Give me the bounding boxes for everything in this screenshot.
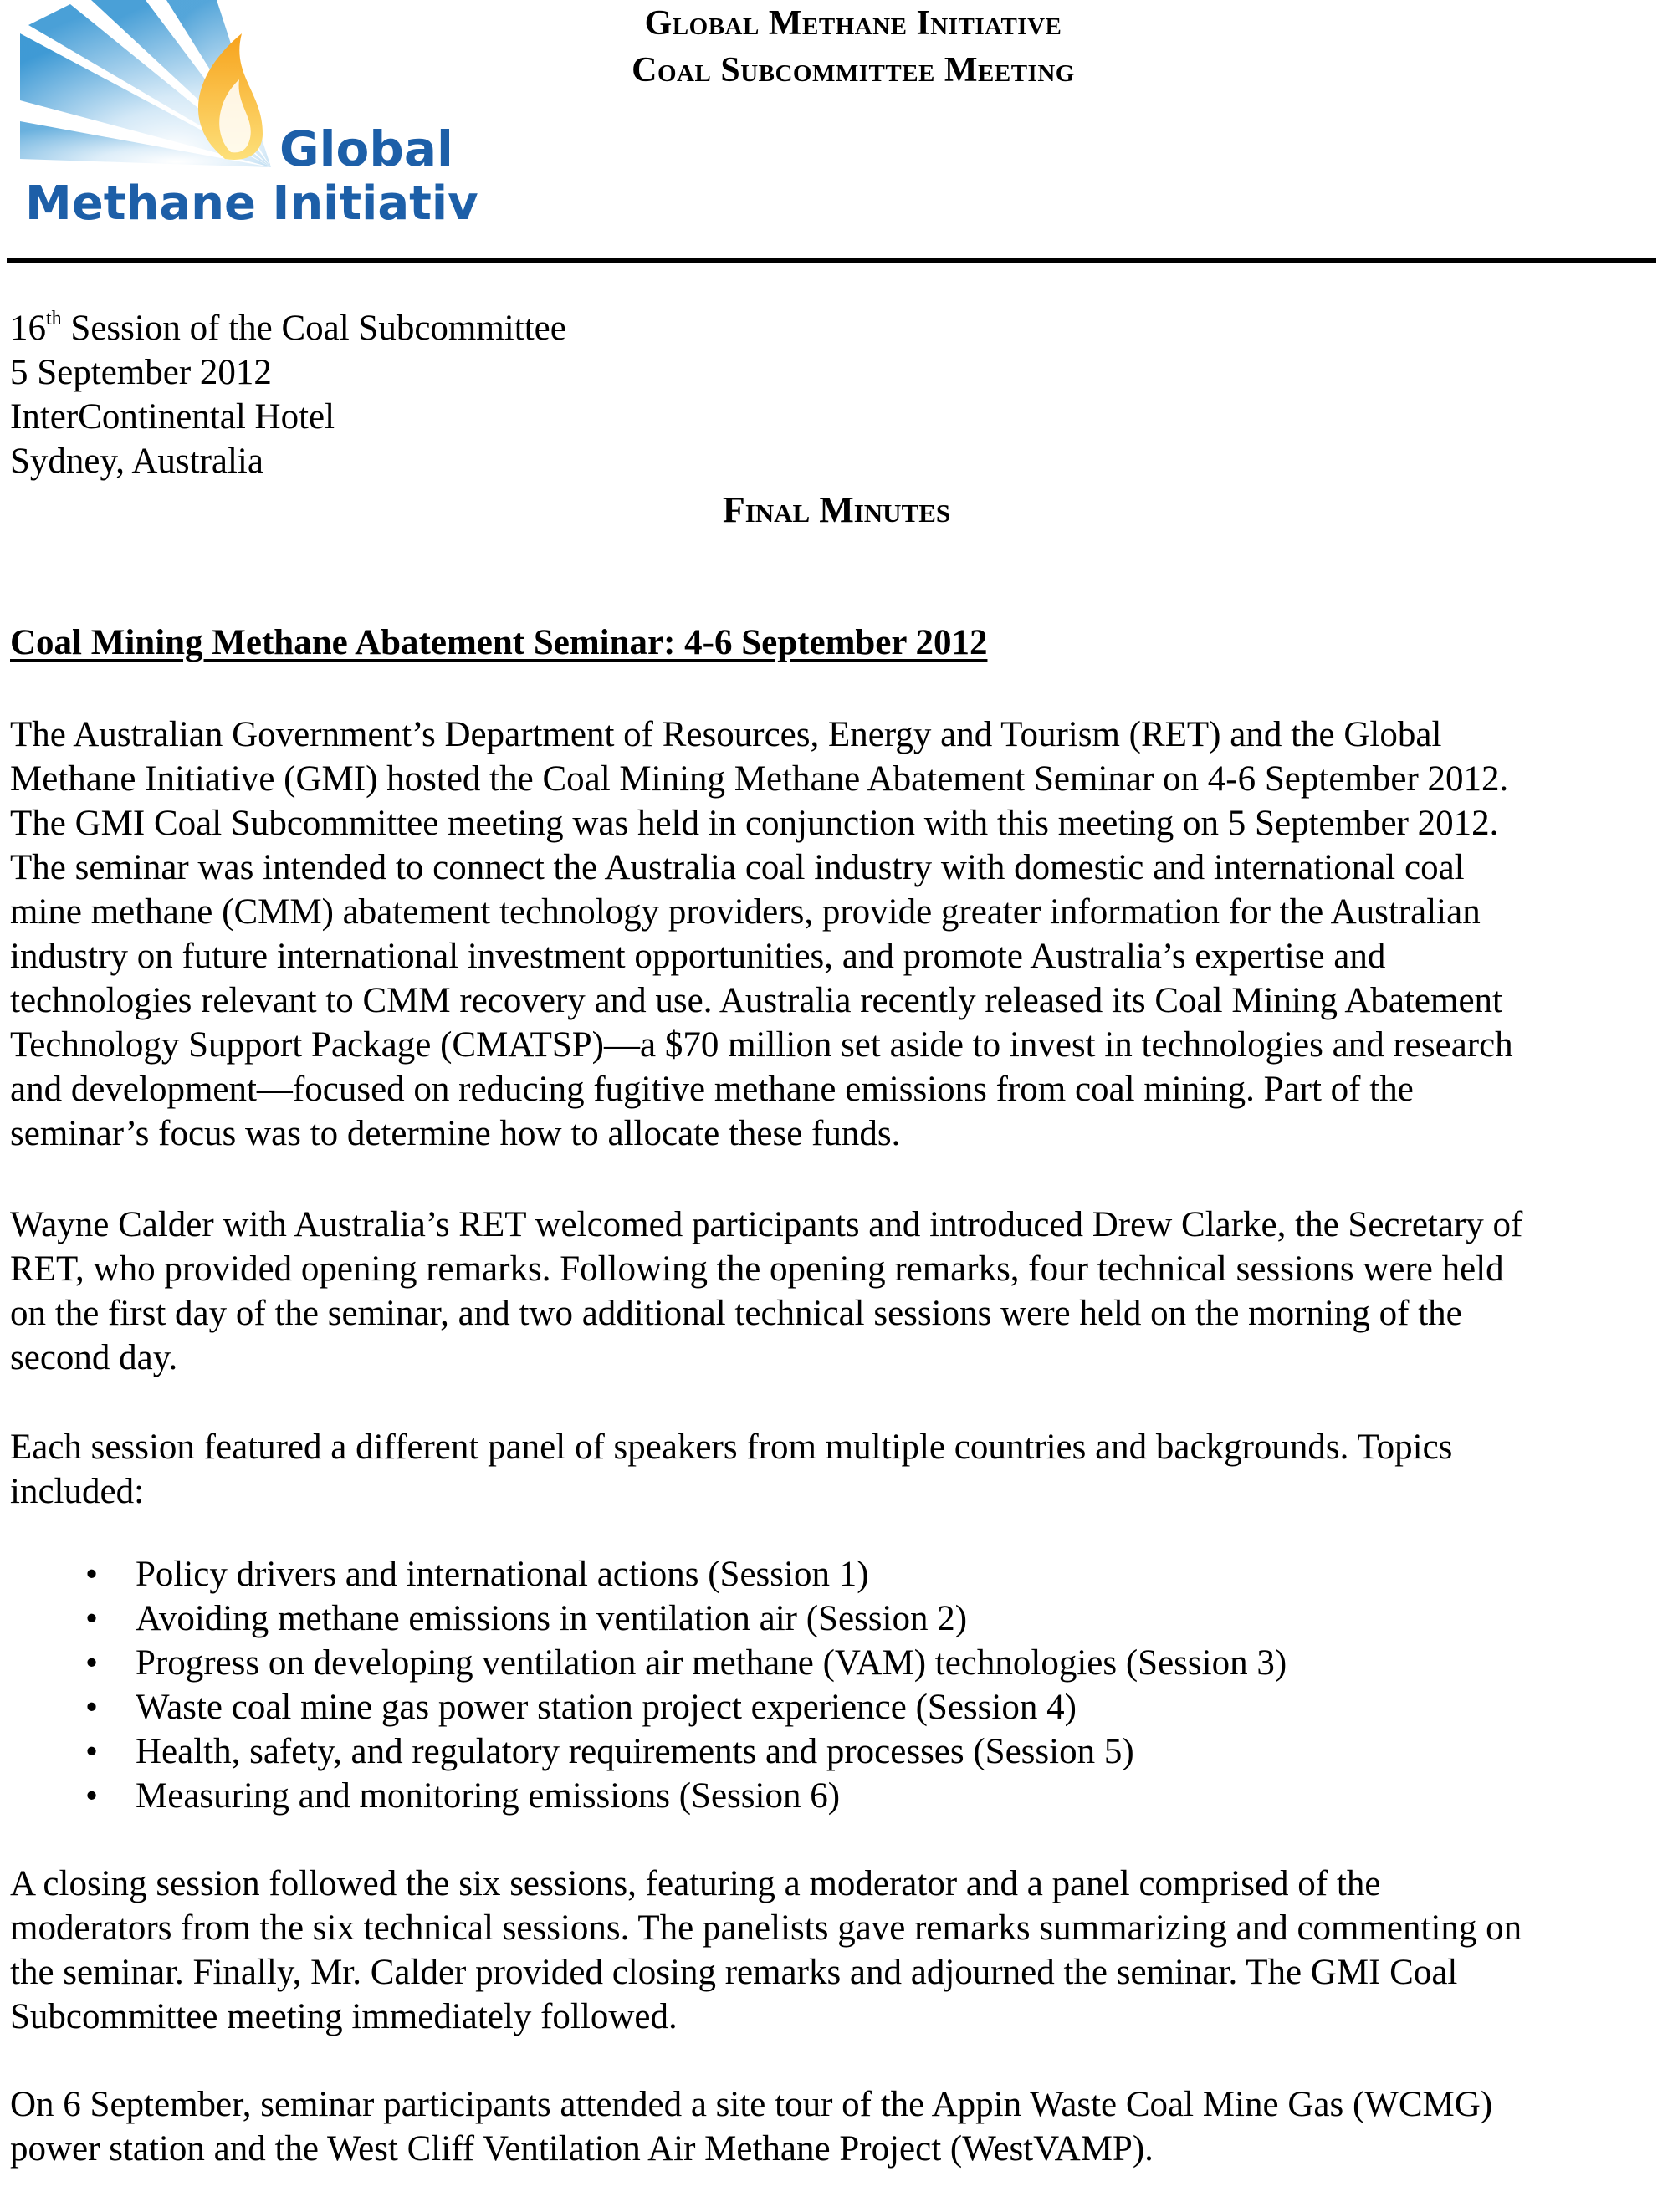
global-methane-initiative-logo <box>12 0 480 230</box>
bullet-icon: • <box>85 1732 99 1771</box>
topic-text: Health, safety, and regulatory requirements and processes (Session 5) <box>136 1732 1134 1771</box>
logo-word-global: Global <box>279 120 453 177</box>
text-line: The seminar was intended to connect the Australia coal industry with domestic and international coal <box>10 848 1465 887</box>
bullet-icon: • <box>85 1776 99 1816</box>
text-line: second day. <box>10 1338 178 1377</box>
topic-text: Avoiding methane emissions in ventilation air (Session 2) <box>136 1599 968 1638</box>
bullet-icon: • <box>85 1555 99 1594</box>
text-line: power station and the West Cliff Ventilation Air Methane Project (WestVAMP). <box>10 2129 1154 2169</box>
text-line: Technology Support Package (CMATSP)—a $70 million set aside to invest in technologies and research <box>10 1025 1513 1065</box>
text-line: and development—focused on reducing fugitive methane emissions from coal mining. Part of the <box>10 1070 1414 1109</box>
meeting-date: 5 September 2012 <box>10 353 272 392</box>
bullet-icon: • <box>85 1643 99 1683</box>
text-line: RET, who provided opening remarks. Following the opening remarks, four technical sessions were held <box>10 1249 1504 1289</box>
text-line: seminar’s focus was to determine how to allocate these funds. <box>10 1114 901 1153</box>
document-title: Final Minutes <box>722 489 951 530</box>
text-line: included: <box>10 1472 145 1511</box>
text-line: The GMI Coal Subcommittee meeting was held in conjunction with this meeting on 5 September 2012. <box>10 804 1499 843</box>
paragraph-closing-session <box>10 1862 1650 2039</box>
paragraph-opening <box>10 1203 1650 1380</box>
paragraph-topics-intro <box>10 1425 1650 1514</box>
topic-text: Progress on developing ventilation air methane (VAM) technologies (Session 3) <box>136 1643 1287 1683</box>
text-line: On 6 September, seminar participants attended a site tour of the Appin Waste Coal Mine Gas (WCMG) <box>10 2085 1493 2124</box>
topic-text: Policy drivers and international actions (Session 1) <box>136 1555 869 1594</box>
paragraph-site-tour <box>10 2082 1650 2171</box>
bullet-icon: • <box>85 1688 99 1727</box>
text-line: Wayne Calder with Australia’s RET welcomed participants and introduced Drew Clarke, the Secretary of <box>10 1205 1523 1244</box>
text-line: moderators from the six technical sessions. The panelists gave remarks summarizing and commenting on <box>10 1908 1522 1948</box>
logo-graphic <box>12 0 480 230</box>
text-line: Subcommittee meeting immediately followed. <box>10 1997 678 2036</box>
header-title-line2: Coal Subcommittee Meeting <box>632 51 1075 89</box>
paragraph-seminar-overview <box>10 713 1650 1156</box>
topic-text: Waste coal mine gas power station project experience (Session 4) <box>136 1688 1077 1727</box>
section-heading: Coal Mining Methane Abatement Seminar: 4-6 September 2012 <box>10 623 988 662</box>
session-line <box>10 306 566 350</box>
text-line: Methane Initiative (GMI) hosted the Coal Mining Methane Abatement Seminar on 4-6 September 2012. <box>10 759 1509 799</box>
text-line: the seminar. Finally, Mr. Calder provided closing remarks and adjourned the seminar. The GMI Coal <box>10 1953 1458 1992</box>
session-suffix: th <box>46 308 62 330</box>
header-title-line1: Global Methane Initiative <box>644 4 1062 43</box>
text-line: The Australian Government’s Department of Resources, Energy and Tourism (RET) and the Global <box>10 715 1442 754</box>
meeting-city: Sydney, Australia <box>10 442 263 481</box>
text-line: industry on future international investment opportunities, and promote Australia’s expertise and <box>10 937 1386 976</box>
logo-word-methane-initiative: Methane Initiative <box>25 176 480 230</box>
text-line: mine methane (CMM) abatement technology providers, provide greater information for the Australian <box>10 892 1481 932</box>
bullet-icon: • <box>85 1599 99 1638</box>
text-line: Each session featured a different panel of speakers from multiple countries and backgrounds. Topics <box>10 1428 1453 1467</box>
text-line: technologies relevant to CMM recovery and use. Australia recently released its Coal Mining Abatement <box>10 981 1502 1020</box>
session-text: Session of the Coal Subcommittee <box>61 309 566 348</box>
header-divider <box>7 258 1656 263</box>
session-number: 16 <box>10 309 46 348</box>
meeting-venue: InterContinental Hotel <box>10 397 335 437</box>
topic-text: Measuring and monitoring emissions (Session 6) <box>136 1776 841 1816</box>
text-line: A closing session followed the six sessions, featuring a moderator and a panel comprised of the <box>10 1864 1381 1903</box>
text-line: on the first day of the seminar, and two additional technical sessions were held on the morning of the <box>10 1294 1462 1333</box>
